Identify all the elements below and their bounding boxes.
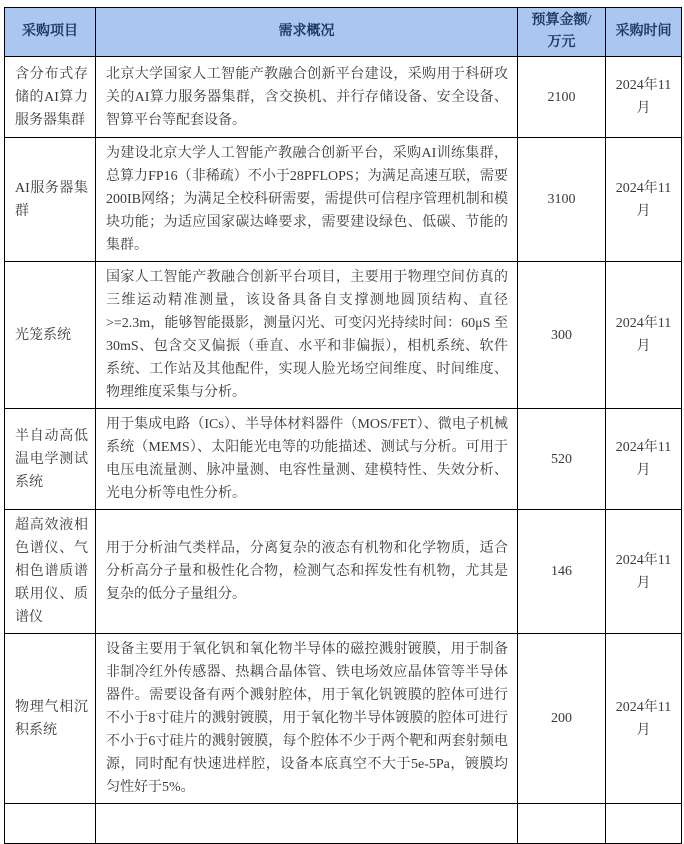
table-row: [5, 138, 682, 262]
col-header-item: [5, 8, 96, 57]
procurement-table: [4, 7, 682, 844]
col-header-overview-label: 需求概况: [278, 24, 335, 39]
item-overview-cell: [96, 634, 518, 804]
item-overview-cell: [96, 804, 518, 844]
table-row: [5, 510, 682, 634]
table-row: [5, 634, 682, 804]
item-time-cell: [606, 804, 682, 844]
table-row: [5, 262, 682, 409]
item-time: 2024年11月: [615, 440, 672, 478]
item-name: 物理气相沉积系统: [15, 699, 88, 738]
item-budget: 3100: [547, 192, 576, 207]
item-overview: 用于分析油气类样品，分离复杂的液态有机物和化学物质，适合分析高分子量和极性化合物，检测气态和挥发性有机物，尤其是复杂的低分子量组分。: [106, 541, 508, 602]
item-overview-cell: [96, 409, 518, 510]
item-overview-cell: [96, 262, 518, 409]
item-name-cell: [5, 510, 96, 634]
col-header-budget: [518, 8, 606, 57]
procurement-table-document: [4, 7, 681, 844]
item-overview: 设备主要用于氧化钒和氧化物半导体的磁控溅射镀膜，用于制备非制冷红外传感器、热耦合晶体管、铁电场效应晶体管等半导体器件。需要设备有两个溅射腔体，用于氧化钒镀膜的腔体可进行不小于8寸硅片的溅射镀膜，用于氧化物半导体镀膜的腔体可进行不小于6寸硅片的溅射镀膜，每个腔体不少于两个靶和两套射频电源，同时配有快速进样腔，设备本底真空不大于5e-5Pa，镀膜均匀性好于5%。: [106, 642, 508, 795]
col-header-time-label: 采购时间: [615, 24, 672, 39]
item-name: 含分布式存储的AI算力服务器集群: [15, 66, 88, 128]
item-overview: 北京大学国家人工智能产教融合创新平台建设，采购用于科研攻关的AI算力服务器集群，含交换机、并行存储设备、安全设备、智算平台等配套设备。: [106, 66, 508, 128]
item-budget-cell: [518, 634, 606, 804]
item-name-cell: [5, 262, 96, 409]
item-time-cell: [606, 262, 682, 409]
item-name-cell: [5, 57, 96, 138]
item-name-cell: [5, 634, 96, 804]
item-name: 半自动高低温电学测试系统: [15, 428, 88, 490]
item-time-cell: [606, 138, 682, 262]
item-budget: 520: [551, 451, 572, 467]
item-time: 2024年11月: [615, 316, 672, 354]
item-budget-cell: [518, 138, 606, 262]
item-time: 2024年11月: [615, 180, 672, 219]
item-overview: 国家人工智能产教融合创新平台项目，主要用于物理空间仿真的三维运动精准测量，该设备具备自支撑测地圆顶结构、直径>=2.3m，能够智能摄影，测量闪光、可变闪光持续时间：60μS 至 30mS、包含交叉偏振（垂直、水平和非偏振），相机系统、软件系统、工作站及其他配件，实现人脸光场空间维度、时间维度、物理维度采集与分析。: [106, 270, 508, 400]
item-budget-cell: [518, 57, 606, 138]
item-name-cell: [5, 804, 96, 844]
table-row: [5, 409, 682, 510]
item-name-cell: [5, 138, 96, 262]
item-budget-cell: [518, 804, 606, 844]
item-overview: 为建设北京大学人工智能产教融合创新平台，采购AI训练集群，总算力FP16（非稀疏）不小于28PFLOPS；为满足高速互联，需要200IB网络；为满足全校科研需要，需提供可信程序管理机制和模块功能；为适应国家碳达峰要求，需要建设绿色、低碳、节能的集群。: [106, 146, 508, 253]
item-budget: 2100: [547, 89, 576, 105]
item-name-cell: [5, 409, 96, 510]
item-time-cell: [606, 409, 682, 510]
col-header-item-label: 采购项目: [22, 24, 78, 39]
item-overview: 用于集成电路（ICs）、半导体材料器件（MOS/FET）、微电子机械系统（MEMS）、太阳能光电等的功能描述、测试与分析。可用于电压电流量测、脉冲量测、电容性量测、建模特性、失效分析、光电分析等电性分析。: [106, 417, 508, 501]
item-budget-cell: [518, 262, 606, 409]
table-header-row: [5, 8, 682, 57]
item-budget: 300: [551, 327, 572, 343]
item-budget: 200: [551, 711, 572, 726]
item-budget: 146: [551, 564, 572, 579]
table-row: [5, 57, 682, 138]
item-time-cell: [606, 57, 682, 138]
item-overview-cell: [96, 138, 518, 262]
col-header-budget-label: 预算金额/万元: [531, 13, 592, 50]
item-budget-cell: [518, 409, 606, 510]
item-name: 超高效液相色谱仪、气相色谱质谱联用仪、质谱仪: [15, 518, 88, 625]
item-name: AI服务器集群: [15, 180, 88, 219]
table-row-partial: [5, 804, 682, 844]
item-time-cell: [606, 510, 682, 634]
item-overview-cell: [96, 57, 518, 138]
item-time: 2024年11月: [615, 78, 672, 116]
item-time: 2024年11月: [615, 552, 672, 591]
col-header-time: [606, 8, 682, 57]
item-budget-cell: [518, 510, 606, 634]
item-overview-cell: [96, 510, 518, 634]
item-time-cell: [606, 634, 682, 804]
item-name: 光笼系统: [15, 327, 71, 343]
col-header-overview: [96, 8, 518, 57]
item-time: 2024年11月: [615, 699, 672, 738]
